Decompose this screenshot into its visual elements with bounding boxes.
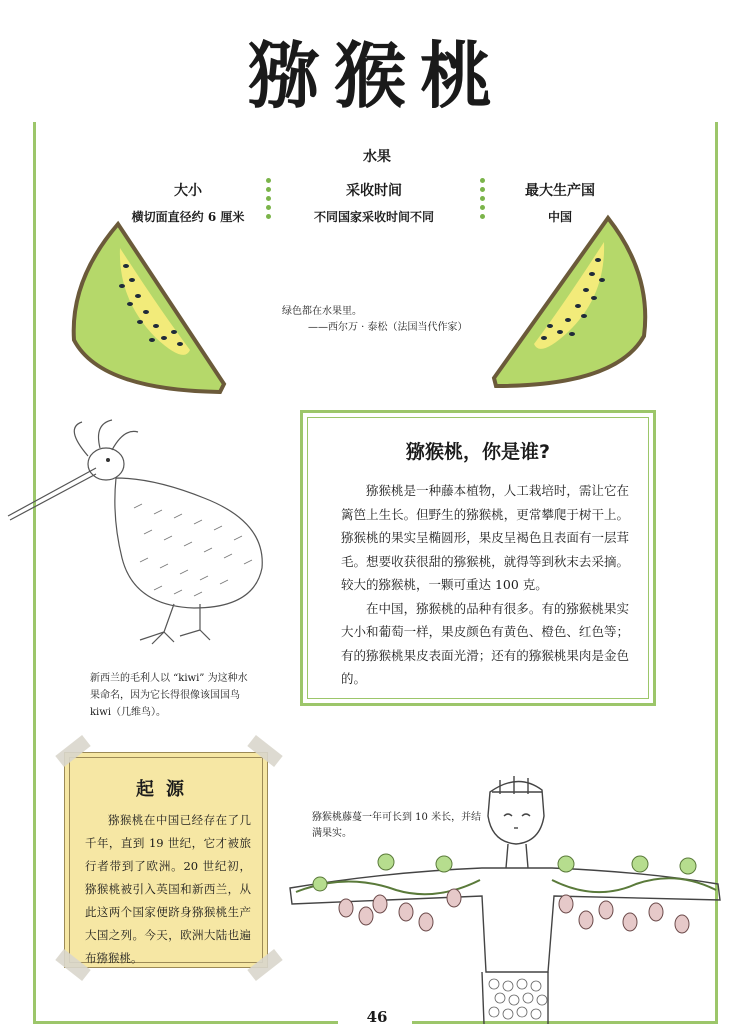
page-title (0, 18, 754, 122)
fact-producer-value: 中国 (547, 210, 572, 224)
fact-harvest-value: 不同国家采收时间不同 (313, 210, 434, 224)
fact-harvest (274, 180, 474, 225)
who-box-title: 猕猴桃，你是谁? (405, 441, 551, 463)
kiwi-bird-caption: 新西兰的毛利人以 “kiwi” 为这种水果命名，因为它长得很像该国国鸟 kiwi（几维鸟）。 (90, 673, 248, 718)
vine-scarecrow-illustration (286, 772, 730, 1024)
category-label: 水果 (363, 149, 391, 165)
page-number-text: 46 (361, 1008, 394, 1026)
kiwi-slice-left-illustration (60, 220, 230, 400)
who-paragraph-2: 在中国，猕猴桃的品种有很多。有的猕猴桃果实大小和葡萄一样，果皮颜色有黄色、橙色、红色等；有的猕猴桃果皮表面光滑；还有的猕猴桃果肉是金色的。 (341, 600, 629, 686)
vine-caption: 猕猴桃藤蔓一年可长到 10 米长，并结满果实。 (312, 812, 482, 839)
kiwi-bird-illustration (4, 418, 274, 650)
quote-text: 绿色都在水果里。 (282, 306, 362, 317)
who-are-you-box (300, 410, 656, 706)
quote (282, 304, 468, 336)
who-paragraph-1: 猕猴桃是一种藤本植物，人工栽培时，需让它在篱笆上生长。但野生的猕猴桃，更常攀爬于树干上。猕猴桃的果实呈椭圆形，果皮呈褐色且表面有一层茸毛。想要收获很甜的猕猴桃，就得等到秋末去采摘。较大的猕猴桃，一颗可重达 100 克。 (341, 483, 629, 592)
fact-size-value: 横切面直径约 6 厘米 (131, 210, 245, 224)
fact-divider-1 (266, 178, 272, 223)
fact-producer-label: 最大生产国 (525, 183, 595, 199)
origin-paragraph: 猕猴桃在中国已经存在了几千年，直到 19 世纪，它才被旅行者带到了欧洲。20 世纪初，猕猴桃被引入英国和新西兰，从此这两个国家便跻身猕猴桃生产大国之列。今天，欧洲大陆也遍布猕猴桃。 (85, 813, 251, 965)
page-title-text: 猕猴桃 (228, 33, 526, 118)
who-box-text (341, 479, 629, 691)
fact-harvest-label: 采收时间 (346, 183, 402, 199)
origin-text (85, 809, 251, 970)
fact-size-label: 大小 (174, 183, 202, 199)
page-number (0, 1008, 754, 1026)
quote-author: ——西尔万 · 泰松（法国当代作家） (308, 322, 468, 333)
origin-box (64, 752, 268, 968)
kiwi-slice-right-illustration (490, 214, 660, 394)
fact-size (88, 180, 288, 225)
origin-title: 起源 (136, 779, 196, 800)
